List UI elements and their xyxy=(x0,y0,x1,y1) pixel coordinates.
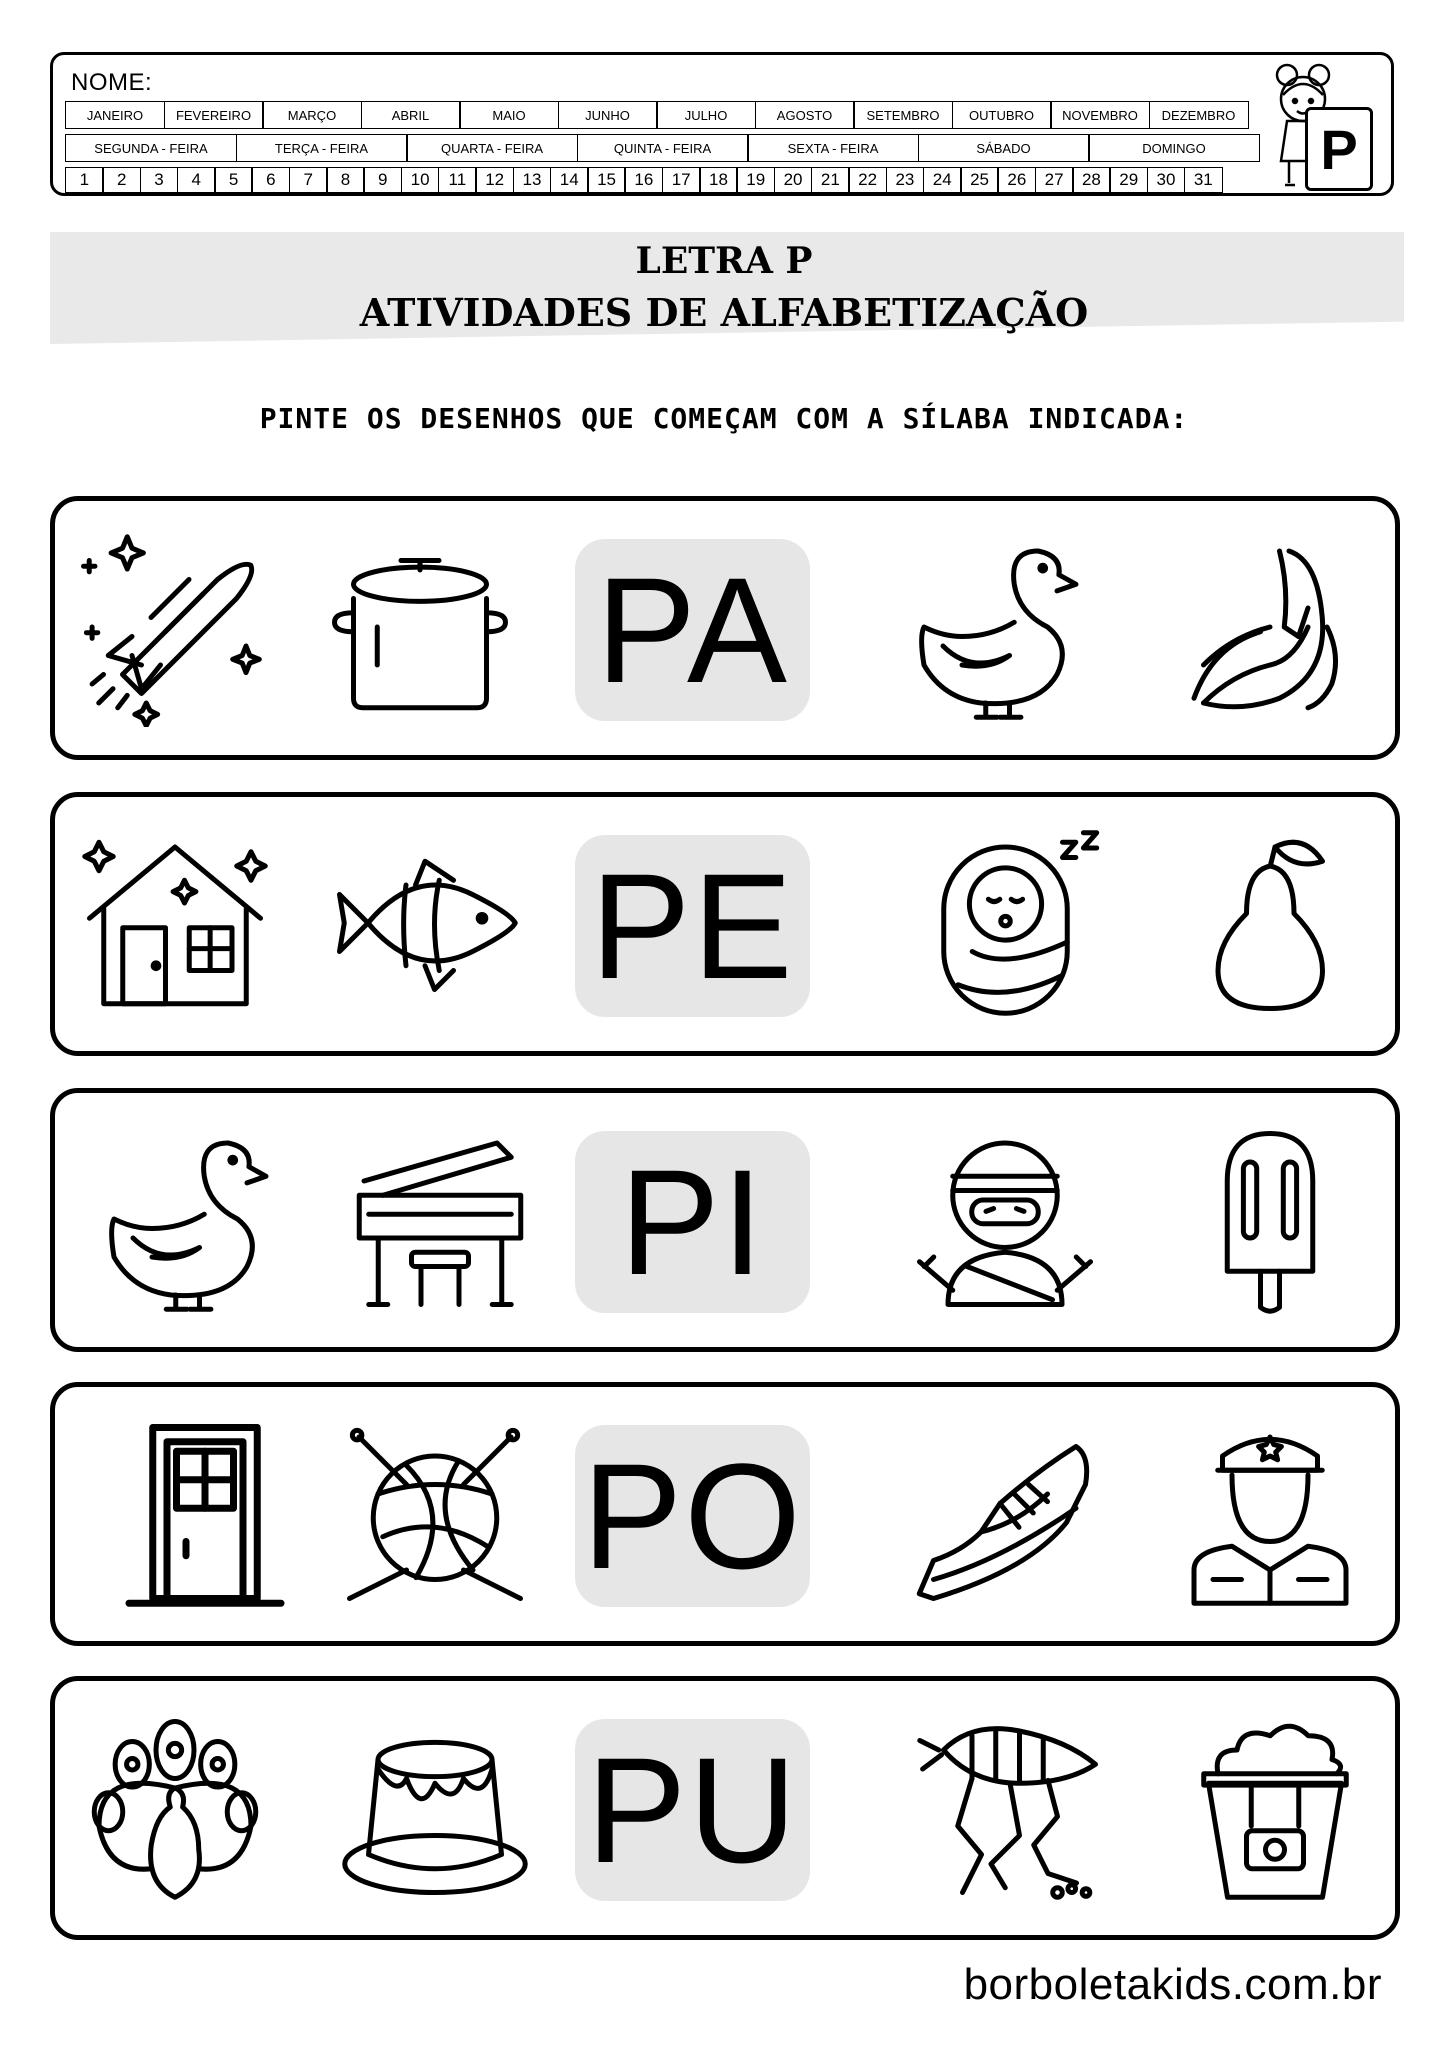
day-number-cell: 28 xyxy=(1072,167,1111,193)
syllable-row-pe xyxy=(50,792,1400,1056)
day-number-cell: 5 xyxy=(214,167,253,193)
day-number-cell: 2 xyxy=(102,167,141,193)
weekdays-row xyxy=(65,134,1259,162)
flea-icon[interactable] xyxy=(915,1707,1105,1907)
syllable-row-pi xyxy=(50,1088,1400,1352)
syllable-label: PA xyxy=(575,539,810,721)
month-cell: JULHO xyxy=(656,101,756,129)
popsicle-icon[interactable] xyxy=(1175,1119,1365,1319)
day-number-cell: 14 xyxy=(550,167,589,193)
piano-icon[interactable] xyxy=(345,1119,535,1319)
shoe-icon[interactable] xyxy=(905,1413,1095,1613)
ninja-icon[interactable] xyxy=(910,1119,1100,1319)
day-number-cell: 23 xyxy=(886,167,925,193)
day-number-cell: 10 xyxy=(401,167,440,193)
popcorn-icon[interactable] xyxy=(1180,1707,1370,1907)
day-number-cell: 17 xyxy=(662,167,701,193)
weekday-cell: TERÇA - FEIRA xyxy=(236,134,408,162)
day-number-cell: 16 xyxy=(624,167,663,193)
fish-icon[interactable] xyxy=(330,823,520,1023)
day-number-cell: 30 xyxy=(1147,167,1186,193)
syllable-label: PE xyxy=(575,835,810,1017)
day-number-cell: 21 xyxy=(811,167,850,193)
day-number-cell: 15 xyxy=(587,167,626,193)
day-number-cell: 6 xyxy=(251,167,290,193)
month-cell: OUTUBRO xyxy=(952,101,1052,129)
police-officer-icon[interactable] xyxy=(1175,1413,1365,1613)
month-cell: AGOSTO xyxy=(755,101,855,129)
instruction-text: PINTE OS DESENHOS QUE COMEÇAM COM A SÍLABA INDICADA: xyxy=(259,402,1189,435)
weekday-cell: SEXTA - FEIRA xyxy=(747,134,919,162)
day-number-cell: 20 xyxy=(774,167,813,193)
weekday-cell: DOMINGO xyxy=(1088,134,1260,162)
syllable-row-po xyxy=(50,1382,1400,1646)
page-subtitle: ATIVIDADES DE ALFABETIZAÇÃO xyxy=(359,290,1089,335)
month-cell: MAIO xyxy=(459,101,559,129)
month-cell: ABRIL xyxy=(361,101,461,129)
month-cell: JANEIRO xyxy=(65,101,165,129)
day-number-cell: 11 xyxy=(438,167,477,193)
banana-icon[interactable] xyxy=(1175,527,1365,727)
peacock-icon[interactable] xyxy=(80,1707,270,1907)
sleeping-baby-icon[interactable] xyxy=(920,823,1110,1023)
yarn-ball-icon[interactable] xyxy=(340,1413,530,1613)
syllable-label: PI xyxy=(575,1131,810,1313)
footer-website[interactable]: borboletakids.com.br xyxy=(963,1960,1382,2009)
weekday-cell: QUINTA - FEIRA xyxy=(577,134,749,162)
day-number-cell: 7 xyxy=(289,167,328,193)
duck-icon[interactable] xyxy=(95,1119,285,1319)
letter-card: P xyxy=(1305,107,1373,191)
pot-icon[interactable] xyxy=(325,527,515,727)
day-number-cell: 22 xyxy=(848,167,887,193)
months-row xyxy=(65,101,1247,129)
day-number-cell: 27 xyxy=(1035,167,1074,193)
syllable-label: PU xyxy=(575,1719,810,1901)
house-icon[interactable] xyxy=(80,823,270,1023)
name-label: NOME: xyxy=(71,69,153,96)
day-number-cell: 3 xyxy=(140,167,179,193)
page-title: LETRA P xyxy=(635,240,813,282)
day-number-cell: 19 xyxy=(736,167,775,193)
day-number-cell: 31 xyxy=(1184,167,1223,193)
calendar-header xyxy=(50,52,1394,196)
weekday-cell: QUARTA - FEIRA xyxy=(406,134,578,162)
day-number-cell: 13 xyxy=(513,167,552,193)
rocket-icon[interactable] xyxy=(75,527,265,727)
pudding-icon[interactable] xyxy=(340,1707,530,1907)
day-number-cell: 12 xyxy=(475,167,514,193)
day-number-cell: 1 xyxy=(65,167,104,193)
month-cell: FEVEREIRO xyxy=(164,101,264,129)
day-number-cell: 18 xyxy=(699,167,738,193)
day-numbers-row xyxy=(65,167,1221,193)
month-cell: JUNHO xyxy=(558,101,658,129)
duck-icon[interactable] xyxy=(905,527,1095,727)
syllable-row-pu xyxy=(50,1676,1400,1940)
month-cell: NOVEMBRO xyxy=(1050,101,1150,129)
day-number-cell: 26 xyxy=(997,167,1036,193)
month-cell: MARÇO xyxy=(262,101,362,129)
weekday-cell: SEGUNDA - FEIRA xyxy=(65,134,237,162)
day-number-cell: 29 xyxy=(1109,167,1148,193)
day-number-cell: 25 xyxy=(960,167,999,193)
syllable-label: PO xyxy=(575,1425,810,1607)
day-number-cell: 24 xyxy=(923,167,962,193)
day-number-cell: 8 xyxy=(326,167,365,193)
syllable-row-pa xyxy=(50,496,1400,760)
day-number-cell: 4 xyxy=(177,167,216,193)
month-cell: DEZEMBRO xyxy=(1149,101,1249,129)
month-cell: SETEMBRO xyxy=(853,101,953,129)
door-icon[interactable] xyxy=(110,1413,300,1613)
weekday-cell: SÁBADO xyxy=(918,134,1090,162)
pear-icon[interactable] xyxy=(1180,823,1370,1023)
day-number-cell: 9 xyxy=(363,167,402,193)
